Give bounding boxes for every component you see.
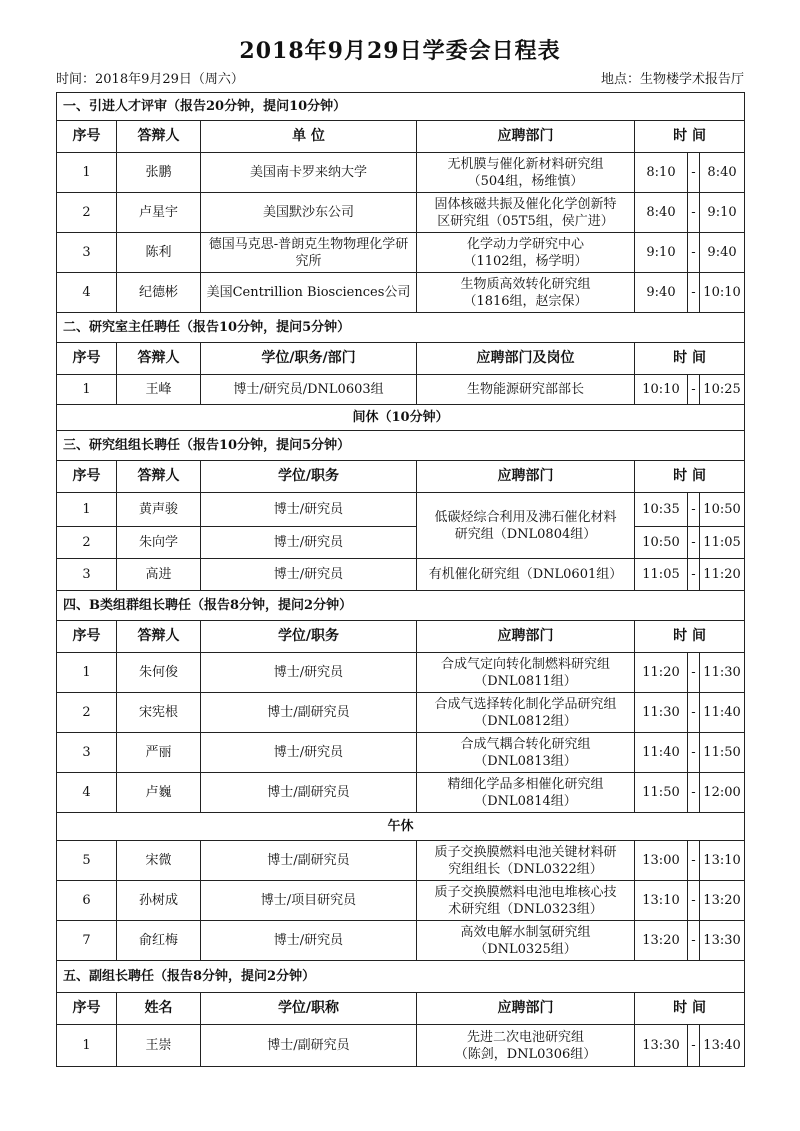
col-header-no: 序号 bbox=[57, 343, 117, 375]
time-dash: - bbox=[688, 773, 700, 813]
row-unit: 博士/研究员 bbox=[201, 733, 417, 773]
row-no: 3 bbox=[57, 559, 117, 591]
row-unit: 美国默沙东公司 bbox=[201, 193, 417, 233]
section-title: 二、研究室主任聘任（报告10分钟，提问5分钟） bbox=[57, 313, 745, 343]
row-dept bbox=[417, 773, 635, 813]
row-unit: 博士/研究员 bbox=[201, 653, 417, 693]
row-name: 宋宪根 bbox=[117, 693, 201, 733]
time-dash: - bbox=[688, 921, 700, 961]
row-start: 11:50 bbox=[635, 773, 688, 813]
row-name: 朱何俊 bbox=[117, 653, 201, 693]
dept-line: 合成气选择转化制化学品研究组 bbox=[434, 696, 617, 712]
table-row bbox=[57, 559, 745, 591]
col-header-name: 答辩人 bbox=[117, 121, 201, 153]
col-header-unit: 单 位 bbox=[201, 121, 417, 153]
row-unit: 博士/研究员/DNL0603组 bbox=[201, 375, 417, 405]
time-dash: - bbox=[688, 559, 700, 591]
row-dept bbox=[417, 1025, 635, 1067]
row-name: 张鹏 bbox=[117, 153, 201, 193]
row-dept bbox=[417, 921, 635, 961]
row-dept bbox=[417, 493, 635, 559]
dept-line: 生物质高效转化研究组 bbox=[460, 276, 591, 292]
time-dash: - bbox=[688, 653, 700, 693]
col-header-no: 序号 bbox=[57, 121, 117, 153]
col-header-unit: 学位/职务 bbox=[201, 461, 417, 493]
row-name: 卢星宇 bbox=[117, 193, 201, 233]
row-unit: 博士/项目研究员 bbox=[201, 881, 417, 921]
row-no: 4 bbox=[57, 273, 117, 313]
dept-line: （504组，杨维慎） bbox=[467, 173, 584, 189]
table-row bbox=[57, 693, 745, 733]
page-title: 2018年9月29日学委会日程表 bbox=[239, 38, 561, 64]
time-dash: - bbox=[688, 375, 700, 405]
row-end: 12:00 bbox=[700, 773, 745, 813]
section-title: 五、副组长聘任（报告8分钟，提问2分钟） bbox=[57, 961, 745, 993]
col-header-time: 时 间 bbox=[635, 121, 745, 153]
row-unit: 博士/副研究员 bbox=[201, 1025, 417, 1067]
table-row bbox=[57, 527, 745, 559]
row-end: 13:20 bbox=[700, 881, 745, 921]
row-unit: 博士/研究员 bbox=[201, 493, 417, 527]
time-dash: - bbox=[688, 841, 700, 881]
break-label: 间休（10分钟） bbox=[57, 405, 745, 431]
row-dept bbox=[417, 841, 635, 881]
dept-line: （DNL0812组） bbox=[474, 713, 577, 729]
row-end: 10:50 bbox=[700, 493, 745, 527]
row-dept bbox=[417, 153, 635, 193]
row-name: 高进 bbox=[117, 559, 201, 591]
row-unit: 博士/副研究员 bbox=[201, 841, 417, 881]
time-dash: - bbox=[688, 693, 700, 733]
row-unit: 博士/研究员 bbox=[201, 559, 417, 591]
row-dept bbox=[417, 233, 635, 273]
row-end: 13:30 bbox=[700, 921, 745, 961]
row-no: 2 bbox=[57, 693, 117, 733]
break-row bbox=[57, 813, 745, 841]
section-row bbox=[57, 961, 745, 993]
row-name: 王崇 bbox=[117, 1025, 201, 1067]
row-name: 王峰 bbox=[117, 375, 201, 405]
row-start: 8:10 bbox=[635, 153, 688, 193]
dept-line: （DNL0811组） bbox=[474, 673, 577, 689]
time-dash: - bbox=[688, 193, 700, 233]
row-unit: 美国Centrillion Biosciences公司 bbox=[201, 273, 417, 313]
row-start: 10:35 bbox=[635, 493, 688, 527]
row-no: 5 bbox=[57, 841, 117, 881]
row-start: 11:05 bbox=[635, 559, 688, 591]
header-row bbox=[57, 461, 745, 493]
place-value: 生物楼学术报告厅 bbox=[639, 72, 744, 87]
col-header-no: 序号 bbox=[57, 993, 117, 1025]
dept-line: 合成气定向转化制燃料研究组 bbox=[440, 656, 610, 672]
row-end: 8:40 bbox=[700, 153, 745, 193]
row-dept bbox=[417, 653, 635, 693]
col-header-time: 时 间 bbox=[635, 343, 745, 375]
row-name: 严丽 bbox=[117, 733, 201, 773]
time-dash: - bbox=[688, 153, 700, 193]
lunch-label: 午休 bbox=[57, 813, 745, 841]
break-row bbox=[57, 405, 745, 431]
row-end: 11:40 bbox=[700, 693, 745, 733]
table-row bbox=[57, 153, 745, 193]
table-row bbox=[57, 1025, 745, 1067]
section-row bbox=[57, 431, 745, 461]
row-no: 3 bbox=[57, 733, 117, 773]
table-row bbox=[57, 653, 745, 693]
col-header-dept: 应聘部门 bbox=[417, 121, 635, 153]
dept-line: （DNL0325组） bbox=[474, 941, 577, 957]
row-end: 9:40 bbox=[700, 233, 745, 273]
row-no: 1 bbox=[57, 153, 117, 193]
row-start: 13:00 bbox=[635, 841, 688, 881]
row-end: 11:05 bbox=[700, 527, 745, 559]
time-dash: - bbox=[688, 527, 700, 559]
dept-line: 低碳烃综合利用及沸石催化材料 bbox=[434, 509, 617, 525]
row-start: 11:40 bbox=[635, 733, 688, 773]
col-header-unit: 学位/职务 bbox=[201, 621, 417, 653]
row-unit: 博士/研究员 bbox=[201, 527, 417, 559]
row-dept bbox=[417, 375, 635, 405]
row-unit: 博士/研究员 bbox=[201, 921, 417, 961]
col-header-dept: 应聘部门 bbox=[417, 993, 635, 1025]
dept-line: 有机催化研究组（DNL0601组） bbox=[428, 567, 623, 582]
row-name: 宋微 bbox=[117, 841, 201, 881]
dept-line: 合成气耦合转化研究组 bbox=[460, 736, 591, 752]
row-start: 11:30 bbox=[635, 693, 688, 733]
dept-line: （1102组，杨学明） bbox=[463, 253, 588, 269]
row-start: 13:30 bbox=[635, 1025, 688, 1067]
dept-line: （DNL0814组） bbox=[474, 793, 577, 809]
header-row bbox=[57, 121, 745, 153]
row-no: 3 bbox=[57, 233, 117, 273]
row-name: 卢巍 bbox=[117, 773, 201, 813]
table-row bbox=[57, 493, 745, 527]
dept-line: （陈剑，DNL0306组） bbox=[454, 1046, 597, 1062]
row-dept bbox=[417, 881, 635, 921]
table-row bbox=[57, 841, 745, 881]
date-info bbox=[56, 68, 244, 87]
section-row bbox=[57, 93, 745, 121]
table-row bbox=[57, 233, 745, 273]
row-start: 9:10 bbox=[635, 233, 688, 273]
row-end: 13:40 bbox=[700, 1025, 745, 1067]
col-header-name: 答辩人 bbox=[117, 343, 201, 375]
table-row bbox=[57, 921, 745, 961]
dept-line: 精细化学品多相催化研究组 bbox=[447, 776, 604, 792]
row-unit: 博士/副研究员 bbox=[201, 773, 417, 813]
dept-line: 化学动力学研究中心 bbox=[466, 236, 584, 252]
col-header-time: 时 间 bbox=[635, 621, 745, 653]
row-dept bbox=[417, 693, 635, 733]
row-start: 10:10 bbox=[635, 375, 688, 405]
header-row bbox=[57, 621, 745, 653]
row-name: 黄声骏 bbox=[117, 493, 201, 527]
row-unit: 博士/副研究员 bbox=[201, 693, 417, 733]
row-start: 8:40 bbox=[635, 193, 688, 233]
location-info bbox=[601, 68, 744, 87]
time-dash: - bbox=[688, 1025, 700, 1067]
row-start: 13:10 bbox=[635, 881, 688, 921]
row-no: 2 bbox=[57, 527, 117, 559]
dept-line: 研究组（DNL0804组） bbox=[454, 526, 597, 542]
row-no: 1 bbox=[57, 493, 117, 527]
section-title: 四、B类组群组长聘任（报告8分钟，提问2分钟） bbox=[57, 591, 745, 621]
col-header-name: 姓名 bbox=[117, 993, 201, 1025]
time-dash: - bbox=[688, 881, 700, 921]
row-no: 4 bbox=[57, 773, 117, 813]
dept-line: 质子交换膜燃料电池关键材料研 bbox=[434, 844, 617, 860]
row-dept bbox=[417, 733, 635, 773]
table-row bbox=[57, 273, 745, 313]
table-row bbox=[57, 193, 745, 233]
header-row bbox=[57, 343, 745, 375]
section-title: 三、研究组组长聘任（报告10分钟，提问5分钟） bbox=[57, 431, 745, 461]
table-row bbox=[57, 881, 745, 921]
row-unit: 德国马克思-普朗克生物物理化学研究所 bbox=[201, 233, 417, 273]
row-no: 1 bbox=[57, 1025, 117, 1067]
row-no: 2 bbox=[57, 193, 117, 233]
table-row bbox=[57, 733, 745, 773]
row-name: 孙树成 bbox=[117, 881, 201, 921]
row-no: 1 bbox=[57, 375, 117, 405]
row-end: 9:10 bbox=[700, 193, 745, 233]
col-header-time: 时 间 bbox=[635, 461, 745, 493]
schedule-table bbox=[56, 92, 745, 1067]
col-header-dept: 应聘部门 bbox=[417, 461, 635, 493]
section-row bbox=[57, 591, 745, 621]
dept-line: 生物能源研究部部长 bbox=[466, 382, 584, 397]
header-row bbox=[57, 993, 745, 1025]
time-dash: - bbox=[688, 273, 700, 313]
dept-line: 先进二次电池研究组 bbox=[466, 1029, 584, 1045]
row-end: 10:25 bbox=[700, 375, 745, 405]
row-no: 1 bbox=[57, 653, 117, 693]
row-start: 13:20 bbox=[635, 921, 688, 961]
row-start: 11:20 bbox=[635, 653, 688, 693]
row-end: 11:20 bbox=[700, 559, 745, 591]
dept-line: 高效电解水制氢研究组 bbox=[460, 924, 591, 940]
dept-line: 固体核磁共振及催化化学创新特 bbox=[434, 196, 617, 212]
time-label: 时间： bbox=[56, 72, 96, 87]
row-dept bbox=[417, 193, 635, 233]
row-end: 11:30 bbox=[700, 653, 745, 693]
time-dash: - bbox=[688, 233, 700, 273]
row-dept bbox=[417, 273, 635, 313]
col-header-unit: 学位/职务/部门 bbox=[201, 343, 417, 375]
col-header-unit: 学位/职称 bbox=[201, 993, 417, 1025]
col-header-dept: 应聘部门及岗位 bbox=[417, 343, 635, 375]
row-no: 6 bbox=[57, 881, 117, 921]
dept-line: 区研究组（05T5组，侯广进） bbox=[437, 213, 614, 229]
row-unit: 美国南卡罗来纳大学 bbox=[201, 153, 417, 193]
row-no: 7 bbox=[57, 921, 117, 961]
row-name: 俞红梅 bbox=[117, 921, 201, 961]
row-start: 10:50 bbox=[635, 527, 688, 559]
dept-line: （DNL0813组） bbox=[474, 753, 577, 769]
dept-line: 术研究组（DNL0323组） bbox=[448, 901, 603, 917]
col-header-time: 时 间 bbox=[635, 993, 745, 1025]
row-name: 朱向学 bbox=[117, 527, 201, 559]
col-header-no: 序号 bbox=[57, 461, 117, 493]
col-header-dept: 应聘部门 bbox=[417, 621, 635, 653]
dept-line: （1816组，赵宗保） bbox=[463, 293, 588, 309]
col-header-no: 序号 bbox=[57, 621, 117, 653]
row-dept bbox=[417, 559, 635, 591]
dept-line: 质子交换膜燃料电池电堆核心技 bbox=[434, 884, 617, 900]
time-dash: - bbox=[688, 493, 700, 527]
table-row bbox=[57, 375, 745, 405]
section-row bbox=[57, 313, 745, 343]
table-row bbox=[57, 773, 745, 813]
col-header-name: 答辩人 bbox=[117, 461, 201, 493]
row-name: 纪德彬 bbox=[117, 273, 201, 313]
dept-line: 究组组长（DNL0322组） bbox=[448, 861, 603, 877]
row-end: 10:10 bbox=[700, 273, 745, 313]
row-start: 9:40 bbox=[635, 273, 688, 313]
dept-line: 无机膜与催化新材料研究组 bbox=[447, 156, 604, 172]
time-value: 2018年9月29日（周六） bbox=[95, 72, 244, 87]
time-dash: - bbox=[688, 733, 700, 773]
row-name: 陈利 bbox=[117, 233, 201, 273]
place-label: 地点： bbox=[600, 72, 640, 87]
row-end: 13:10 bbox=[700, 841, 745, 881]
row-end: 11:50 bbox=[700, 733, 745, 773]
section-title: 一、引进人才评审（报告20分钟，提问10分钟） bbox=[57, 93, 745, 121]
col-header-name: 答辩人 bbox=[117, 621, 201, 653]
